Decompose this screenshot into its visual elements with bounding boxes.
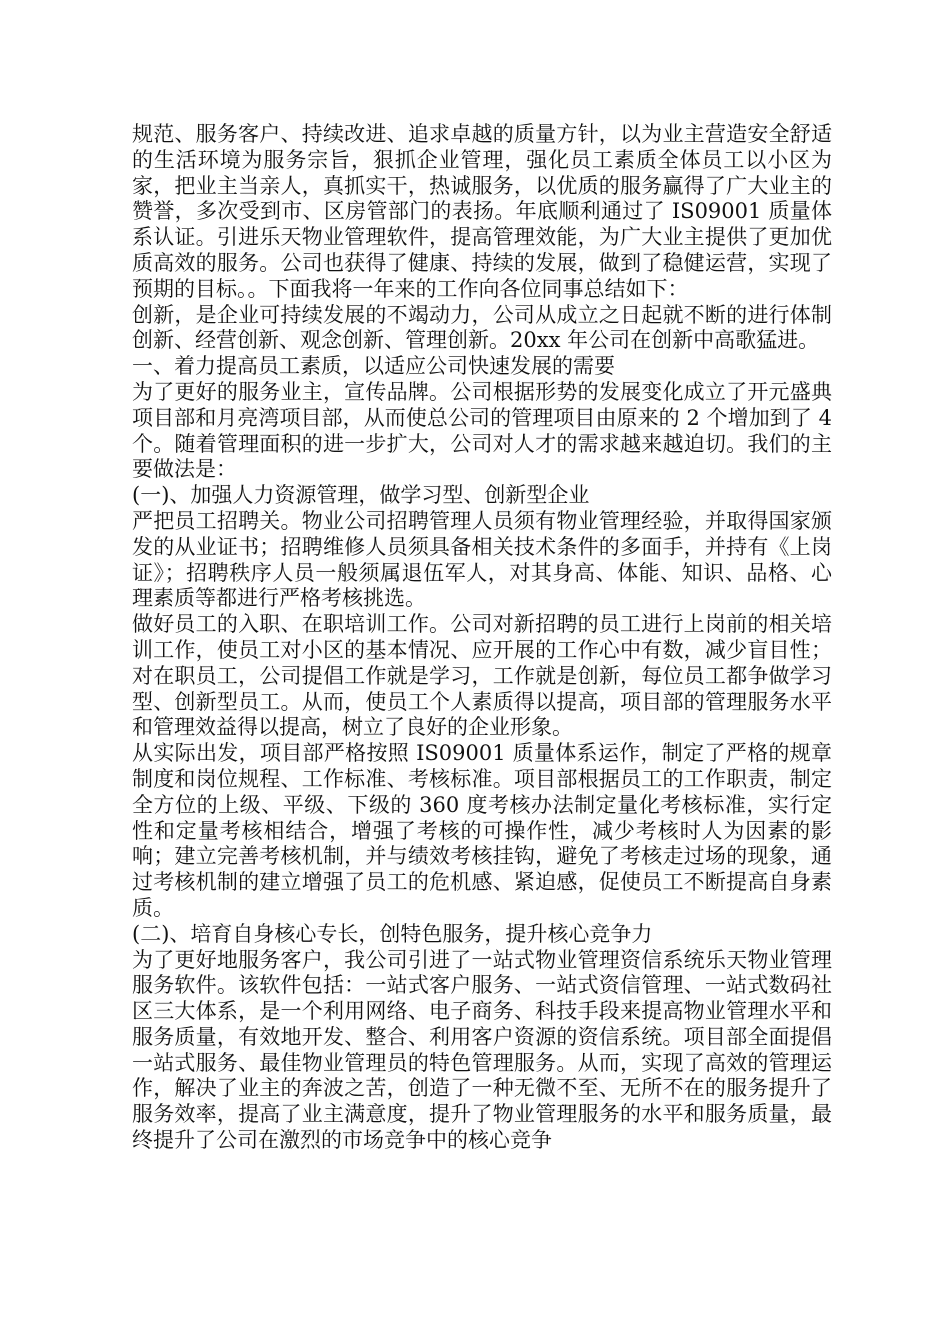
document-body <box>132 122 832 1154</box>
paragraph-software: 为了更好地服务客户，我公司引进了一站式物业管理资信系统乐天物业管理服务软件。该软件包括：一站式客户服务、一站式资信管理、一站式数码社区三大体系，是一个利用网络、电子商务、科技手段来提高物业管理水平和服务质量，有效地开发、整合、利用客户资源的资信系统。项目部全面提倡一站式服务、最佳物业管理员的特色管理服务。从而，实现了高效的管理运作，解决了业主的奔波之苦，创造了一种无微不至、无所不在的服务提升了服务效率，提高了业主满意度，提升了物业管理服务的水平和服务质量，最终提升了公司在激烈的市场竞争中的核心竞争 <box>132 947 832 1153</box>
paragraph-projects: 为了更好的服务业主，宣传品牌。公司根据形势的发展变化成立了开元盛典项目部和月亮湾项目部，从而使总公司的管理项目由原来的 2 个增加到了 4 个。随着管理面积的进一步扩大，公司对人才的需求越来越迫切。我们的主要做法是： <box>132 379 832 482</box>
paragraph-intro: 规范、服务客户、持续改进、追求卓越的质量方针，以为业主营造安全舒适的生活环境为服务宗旨，狠抓企业管理，强化员工素质全体员工以小区为家，把业主当亲人，真抓实干，热诚服务，以优质的服务赢得了广大业主的赞誉，多次受到市、区房管部门的表扬。年底顺利通过了 IS09001 质量体系认证。引进乐天物业管理软件，提高管理效能，为广大业主提供了更加优质高效的服务。公司也获得了健康、持续的发展，做到了稳健运营，实现了预期的目标。。下面我将一年来的工作向各位同事总结如下： <box>132 122 832 301</box>
paragraph-recruitment: 严把员工招聘关。物业公司招聘管理人员须有物业管理经验，并取得国家颁发的从业证书；招聘维修人员须具备相关技术条件的多面手，并持有《上岗证》；招聘秩序人员一般须属退伍军人，对其身高、体能、知识、品格、心理素质等都进行严格考核挑选。 <box>132 508 832 611</box>
subsection-heading-1: (一)、加强人力资源管理，做学习型、创新型企业 <box>132 483 590 508</box>
subsection-heading-2: (二)、培育自身核心专长，创特色服务，提升核心竞争力 <box>132 921 653 946</box>
section-heading-1: 一、着力提高员工素质，以适应公司快速发展的需要 <box>132 354 615 379</box>
paragraph-assessment: 从实际出发，项目部严格按照 IS09001 质量体系运作，制定了严格的规章制度和岗位规程、工作标准、考核标准。项目部根据员工的工作职责，制定全方位的上级、平级、下级的 360 度考核办法制定量化考核标准，实行定性和定量考核相结合，增强了考核的可操作性，减少考核时人为因素的影响；建立完善考核机制，并与绩效考核挂钩，避免了考核走过场的现象，通过考核机制的建立增强了员工的危机感、紧迫感，促使员工不断提高自身素质。 <box>132 741 832 920</box>
paragraph-innovation: 创新，是企业可持续发展的不竭动力，公司从成立之日起就不断的进行体制创新、经营创新、观念创新、管理创新。20xx 年公司在创新中高歌猛进。 <box>132 302 832 353</box>
paragraph-training: 做好员工的入职、在职培训工作。公司对新招聘的员工进行上岗前的相关培训工作，使员工对小区的基本情况、应开展的工作心中有数，减少盲目性；对在职员工，公司提倡工作就是学习，工作就是创新，每位员工都争做学习型、创新型员工。从而，使员工个人素质得以提高，项目部的管理服务水平和管理效益得以提高，树立了良好的企业形象。 <box>132 612 832 740</box>
